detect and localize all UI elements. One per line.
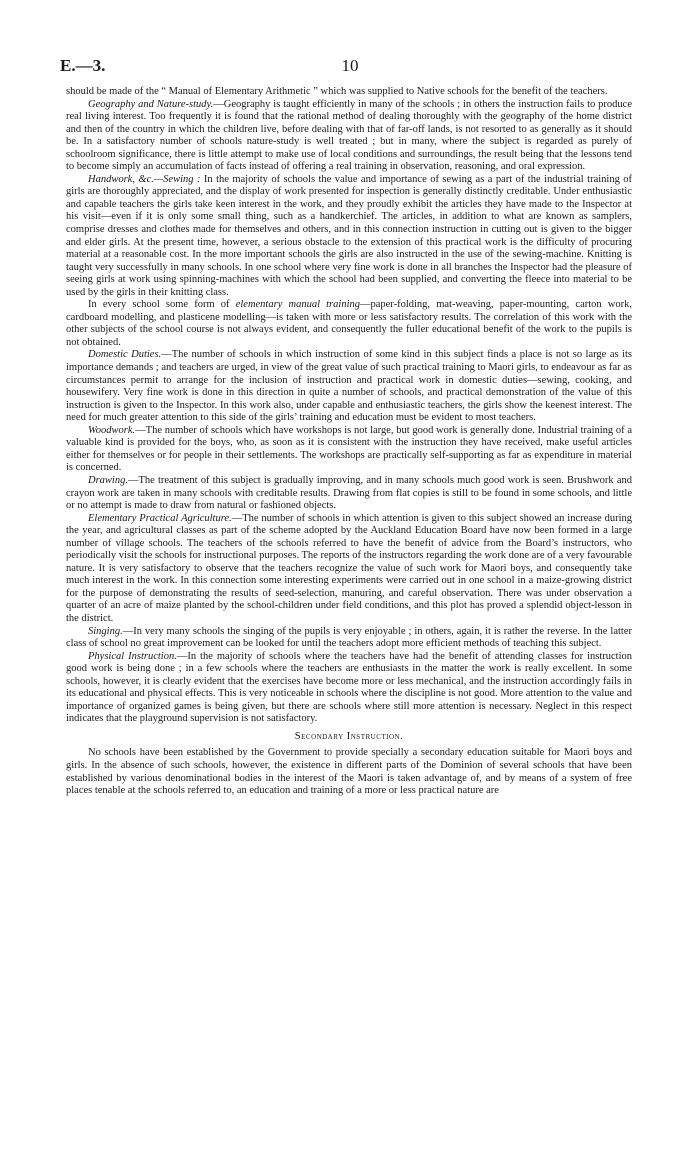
paragraph-secondary-instruction bbox=[66, 747, 632, 797]
paragraph-text: —In very many schools the singing of the pupils is very enjoyable ; in others, again, it is rather the reverse. In the latter class of school no great improvement can be looked for until the teachers adopt more efficient methods of teaching this subject. bbox=[66, 625, 632, 650]
paragraph-text: —The number of schools which have workshops is not large, but good work is generally done. Industrial training of a valuable kind is provided for the boys, who, as soon as it is consistent with the instruction they have received, make useful articles either for themselves or for people in their settlements. The workshops are practically self-supporting as far as expenditure in material is concerned. bbox=[66, 424, 632, 474]
paragraph-manual-training bbox=[66, 299, 632, 349]
document-body bbox=[66, 86, 632, 798]
paragraph-lead: Drawing. bbox=[88, 474, 128, 486]
page-number: 10 bbox=[341, 56, 359, 75]
paragraph-physical-instruction bbox=[66, 651, 632, 726]
paragraph-text: No schools have been established by the Government to provide specially a secondary education suitable for Maori boys and girls. In the absence of such schools, however, the existence in different parts of the Dominion of several schools that have been established by various denominational bodies in the interest of the Maori is taken advantage of, and by means of a system of free places tenable at the schools referred to, an education and training of a more or less practical nature are bbox=[66, 747, 632, 797]
paragraph-lead: Physical Instruction. bbox=[88, 650, 177, 662]
paragraph-woodwork bbox=[66, 425, 632, 475]
section-heading-secondary-instruction: Secondary Instruction. bbox=[294, 730, 404, 742]
paragraph-text-before: In every school some form of bbox=[88, 299, 236, 311]
page-header bbox=[60, 56, 640, 78]
paragraph-singing bbox=[66, 626, 632, 651]
paragraph-text: —Geography is taught efficiently in many of the schools ; in others the instruction fails to produce real living interest. Too frequently it is found that the rational method of dealing thoroughly with the geography of the home district and then of the country in which the children live, before dealing with that of far-off lands, is not resorted to as generally as it should be. In a satisfactory number of schools nature-study is well treated ; but in many, where the subject is regarded as purely of schoolroom significance, there is little attempt to make use of local conditions and surroundings, the result being that the lessons tend to become simply an accumulation of facts instead of offering a real training in observation, reasoning, and oral expression. bbox=[66, 98, 632, 173]
paragraph-agriculture bbox=[66, 513, 632, 626]
paragraph-text: —In the majority of schools where the teachers have had the benefit of attending classes for instruction good work is being done ; in a few schools where the teachers are enthusiasts in the matter the work is really excellent. In some schools, however, it is clearly evident that the exercises have become more or less mechanical, and the instruction accordingly fails in its educational and physical effects. This is very noticeable in schools where the discipline is not good. More attention to the value and importance of organized games is being given, but there are schools where still more attention is necessary. Neglect in this respect indicates that the playground supervision is not satisfactory. bbox=[66, 650, 632, 725]
paragraph-arithmetic-continued bbox=[66, 86, 632, 99]
paragraph-text: —The treatment of this subject is gradually improving, and in many schools much good work is seen. Brushwork and crayon work are taken in many schools with creditable results. Drawing from flat copies is still to be found in some schools, and little or no attempt is made to draw from natural or fashioned objects. bbox=[66, 474, 632, 512]
paragraph-text: should be made of the “ Manual of Elementary Arithmetic ” which was supplied to Native schools for the benefit of the teachers. bbox=[66, 86, 608, 97]
paragraph-handwork bbox=[66, 174, 632, 299]
paragraph-lead: Handwork, &c.—Sewing : bbox=[88, 173, 201, 185]
paragraph-domestic-duties bbox=[66, 349, 632, 424]
paragraph-lead: Domestic Duties. bbox=[88, 349, 162, 361]
paragraph-text: —The number of schools in which attention is given to this subject showed an increase during the year, and agricultural classes as part of the scheme adopted by the Auckland Education Board have now been formed in a large number of village schools. The teachers of the schools referred to have the benefit of advice from the Board’s instructors, who periodically visit the schools for instructional purposes. The reports of the instructors regarding the work done are of a very favourable nature. It is very satisfactory to observe that the teachers recognize the value of such work for Maori boys, and consequently take much interest in the work. In this connection some interesting experiments were carried out in one school in a maize-growing district for the purpose of demonstrating the results of seed-selection, manuring, and careful observation. There was under observation a quarter of an acre of maize planted by the school-children under field conditions, and this plot has proved a splendid object-lesson in the district. bbox=[66, 512, 632, 624]
document-reference: E.—3. bbox=[60, 56, 106, 75]
paragraph-drawing bbox=[66, 475, 632, 513]
paragraph-lead: Singing. bbox=[88, 625, 123, 637]
paragraph-text: In the majority of schools the value and importance of sewing as a part of the industrial training of girls are thoroughly appreciated, and the display of work presented for inspection is generally distinctly creditable. Under enthusiastic and capable teachers the girls take keen interest in the work, and they proudly exhibit the articles they have made to the Inspector at his visit—even if it is only some small thing, such as a handkerchief. The articles, in addition to what are known as samplers, comprise dresses and clothes made for themselves and others, and in this connection instruction in cutting out is given to the bigger and elder girls. At the present time, however, a serious obstacle to the extension of this practical work is the difficulty of procuring material at a reasonable cost. In the more important schools the girls are also instructed in the use of the sewing-machine. Knitting is taught very successfully in many schools. In one school where very fine work is done in all branches the Inspector had the pleasure of seeing girls at work using spinning-machines with which the school had been supplied, and converting the fleece into material to be used by the girls in their knitting class. bbox=[66, 173, 632, 298]
paragraph-lead: Elementary Practical Agriculture. bbox=[88, 512, 232, 524]
paragraph-lead: Geography and Nature-study. bbox=[88, 98, 214, 110]
paragraph-geography bbox=[66, 99, 632, 174]
paragraph-text: —paper-folding, mat-weaving, paper-mounting, carton work, cardboard modelling, and plasticene modelling—is taken with more or less satisfactory results. The correlation of this work with the other subjects of the school course is not always evident, and consequently the fuller educational benefit of the work to the pupils is not obtained. bbox=[66, 299, 632, 348]
paragraph-emphasis: elementary manual training bbox=[235, 299, 360, 311]
paragraph-lead: Woodwork. bbox=[88, 424, 136, 436]
paragraph-text: —The number of schools in which instruction of some kind in this subject finds a place is not so large as its importance demands ; and teachers are urged, in view of the great value of such practical training to Maori girls, to endeavour as far as circumstances permit to arrange for the inclusion of instruction and practical work in domestic duties—sewing, cooking, and housewifery. Very fine work is done in this direction in quite a number of schools, and practical demonstration of the value of this instruction is given to the Inspector. In this work also, under capable and enthusiastic teachers, the girls show the keenest interest. The need for much greater attention to this side of the girls’ training and education must be evident to most teachers. bbox=[66, 349, 633, 424]
